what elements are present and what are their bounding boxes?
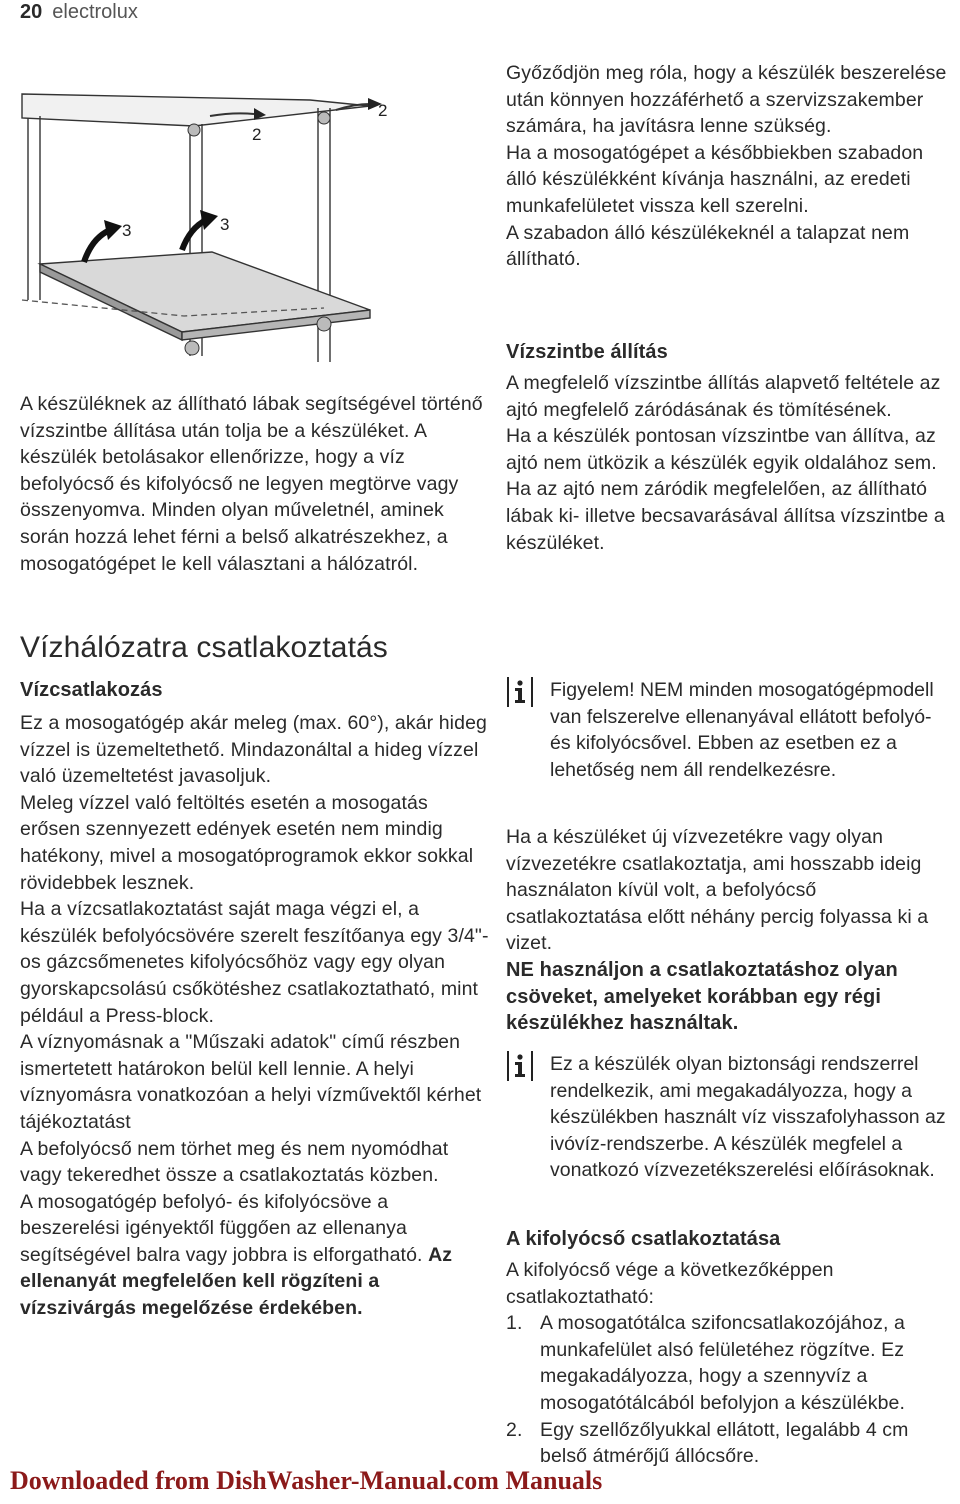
paragraph-5: A befolyócső nem törhet meg és nem nyomódhat vagy tekeredhet össze a csatlakoztatás közben. — [20, 1137, 449, 1187]
paragraph-1: Ez a mosogatógép akár meleg (max. 60°), akár hideg vízzel is üzemeltethető. Mindazonáltal a hideg vízzel való üzemeltetést javasoljuk. — [20, 712, 487, 788]
label-3b: 3 — [220, 215, 230, 234]
leveling-section — [506, 338, 956, 556]
leveling-title: Vízszintbe állítás — [506, 341, 668, 363]
section-title: Vízhálózatra csatlakoztatás — [20, 631, 388, 664]
water-connection-body — [20, 676, 490, 1322]
info-icon — [506, 1051, 534, 1081]
page-number: 20 — [20, 1, 43, 23]
water-section — [20, 630, 490, 666]
intro-text — [20, 391, 490, 577]
brand-name: electrolux — [52, 1, 138, 23]
leveling-paragraph-1: A megfelelő vízszintbe állítás alapvető feltétele az ajtó megfelelő záródásának és tömítésének. — [506, 372, 941, 421]
download-source-link[interactable]: Downloaded from DishWasher-Manual.com Manuals — [10, 1466, 603, 1495]
list-item-number: 1. — [506, 1312, 523, 1335]
info-note-1 — [506, 677, 956, 783]
drain-title: A kifolyócső csatlakoztatása — [506, 1228, 781, 1250]
freestanding-paragraph: Ha a mosogatógépet a későbbiekben szabadon álló készülékként kívánja használni, az eredeti munkafelületet vissza kell szerelni. — [506, 141, 924, 217]
paragraph-6-text: A mosogatógép befolyó- és kifolyócsöve a beszerelési igényektől függően az ellenanya segítségével balra vagy jobbra is elforgatható. — [20, 1190, 423, 1266]
paragraph-2: Meleg vízzel való feltöltés esetén a mosogatás erősen szennyezett edények esetén nem mindig hatékony, mivel a mosogatóprogramok ekkor sokkal rövidebbek lesznek. — [20, 791, 474, 894]
access-paragraph: Győződjön meg róla, hogy a készülék beszerelése után könnyen hozzáférhető a szervizszakember számára, ha javításra lenne szükség. — [506, 62, 947, 138]
drain-intro: A kifolyócső vége a következőképpen csatlakoztatható: — [506, 1259, 834, 1308]
list-item — [506, 1310, 956, 1416]
info-note-1-text: Figyelem! NEM minden mosogatógépmodell van felszerelve ellenanyával ellátott befolyó- és kifolyócsővel. Ebben az esetben ez a lehetőség nem áll rendelkezésre. — [550, 679, 934, 781]
old-hose-warning: NE használjon a csatlakoztatáshoz olyan csöveket, amelyeket korábban egy régi készülékhez használtak. — [506, 958, 898, 1035]
right-top-text — [506, 60, 956, 273]
drain-section — [506, 1225, 956, 1470]
subsection-title: Vízcsatlakozás — [20, 679, 163, 701]
paragraph-6 — [20, 1189, 490, 1322]
paragraph-3: Ha a vízcsatlakoztatást saját maga végzi el, a készülék befolyócsövére szerelt feszítőanya egy 3/4"-os gázcsőmenetes kifolyócsőhöz vagy egy olyan gyorskapcsolású csőkötéshez csatlakoztatható, mint például a Press-block. — [20, 898, 489, 1027]
intro-paragraph: A készüléknek az állítható lábak segítségével történő vízszintbe állítása után tolja be a készüléket. A készülék betolásakor ellenőrizze, hogy a víz befolyócső és kifolyócső ne legyen megtörve vagy összenyomva. Minden olyan műveletnél, aminek során hozzá lehet férni a belső alkatrészekhez, a mosogatógépet le kell választani a hálózatról. — [20, 393, 483, 575]
info-note-2 — [506, 1051, 956, 1184]
counter-nut-warning: Az ellenanyát megfelelően kell rögzíteni a vízszivárgás megelőzése érdekében. — [20, 1243, 453, 1320]
label-3a: 3 — [122, 221, 132, 240]
drain-options-list — [506, 1310, 956, 1470]
worktop-removal-illustration — [14, 86, 400, 370]
info-icon — [506, 677, 534, 707]
label-2b: 2 — [378, 101, 388, 120]
list-item-text: Egy szellőzőlyukkal ellátott, legalább 4 cm belső átmérőjű állócsőre. — [540, 1418, 909, 1468]
page-header — [20, 0, 138, 26]
leveling-paragraph-2: Ha a készülék pontosan vízszintbe van állítva, az ajtó nem ütközik a készülék egyik oldalához sem. — [506, 425, 937, 474]
label-2a: 2 — [252, 125, 262, 144]
leveling-paragraph-3: Ha az ajtó nem záródik megfelelően, az állítható lábak ki- illetve becsavarásával állítsa vízszintbe a készüléket. — [506, 478, 945, 554]
list-item — [506, 1417, 956, 1470]
info-note-2-text: Ez a készülék olyan biztonsági rendszerrel rendelkezik, ami megakadályozza, hogy a készülékben használt víz visszafolyhasson az ivóvíz-rendszerbe. A készülék megfelel a vonatkozó vízvezetékszerelési előírásoknak. — [550, 1053, 946, 1182]
list-item-text: A mosogatótálca szifoncsatlakozójához, a munkafelület alsó felületéhez rögzítve. Ez megakadályozza, hogy a szennyvíz a mosogatótálcából befolyjon a készülékbe. — [540, 1312, 905, 1414]
paragraph-4: A víznyomásnak a "Műszaki adatok" című részben ismertetett határokon belül kell lennie. A helyi víznyomásra vonatkozóan a helyi vízművektől kérhet tájékoztatást — [20, 1031, 482, 1133]
flush-paragraph: Ha a készüléket új vízvezetékre vagy olyan vízvezetékre csatlakoztatja, ami hosszabb ideig használaton kívül volt, a befolyócső csatlakoztatása előtt néhány percig folyassa ki a vizet. — [506, 826, 929, 955]
plinth-paragraph: A szabadon álló készülékeknél a talapzat nem állítható. — [506, 221, 910, 271]
list-item-number: 2. — [506, 1418, 523, 1441]
flush-section — [506, 824, 956, 1037]
